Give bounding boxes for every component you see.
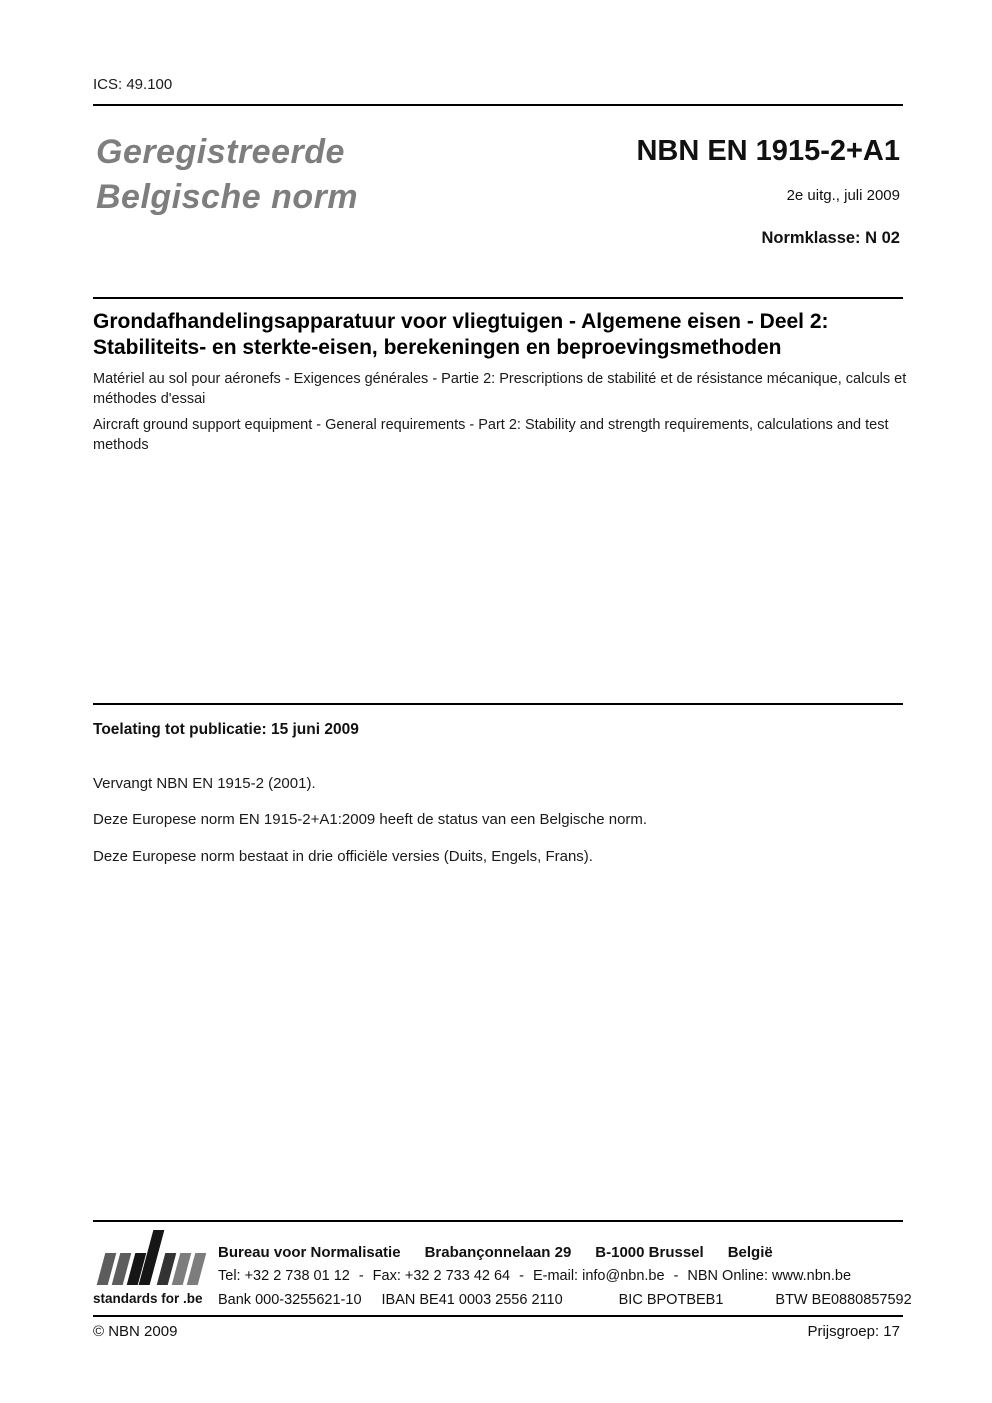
publication-approval: Toelating tot publicatie: 15 juni 2009 xyxy=(93,721,359,738)
separator-dash: - xyxy=(358,1268,364,1284)
footer-tel: Tel: +32 2 738 01 12 xyxy=(218,1268,350,1284)
replaces-note: Vervangt NBN EN 1915-2 (2001). xyxy=(93,775,316,792)
footer-address xyxy=(218,1244,773,1261)
doc-type-line2: Belgische norm xyxy=(96,178,359,216)
footer-bottom-divider xyxy=(93,1315,903,1317)
footer-fax: Fax: +32 2 733 42 64 xyxy=(372,1268,511,1284)
publication-divider xyxy=(93,703,903,705)
title-french: Matériel au sol pour aéronefs - Exigences générales - Partie 2: Prescriptions de stabilité et de résistance mécanique, calculs et méthodes d'essai xyxy=(93,371,907,407)
separator-dash: - xyxy=(673,1268,679,1284)
footer-btw: BTW BE0880857592 xyxy=(775,1292,912,1308)
nbn-logo-tagline: standards for .be xyxy=(93,1291,203,1306)
copyright-notice: © NBN 2009 xyxy=(93,1323,178,1340)
title-english: Aircraft ground support equipment - General requirements - Part 2: Stability and strength requirements, calculations and test methods xyxy=(93,417,889,453)
footer-website: NBN Online: www.nbn.be xyxy=(687,1268,852,1284)
footer-address-org: Bureau voor Normalisatie xyxy=(218,1244,401,1261)
footer-top-divider xyxy=(93,1220,903,1222)
header-divider xyxy=(93,104,903,106)
nbn-logo-icon xyxy=(101,1230,202,1285)
footer-bank xyxy=(218,1292,912,1308)
footer-address-city: B-1000 Brussel xyxy=(595,1244,704,1261)
versions-note: Deze Europese norm bestaat in drie officiële versies (Duits, Engels, Frans). xyxy=(93,848,593,865)
doc-type-line1: Geregistreerde xyxy=(96,133,345,171)
ics-code: ICS: 49.100 xyxy=(93,76,173,93)
footer-contact xyxy=(218,1268,851,1284)
footer-bic: BIC BPOTBEB1 xyxy=(618,1292,724,1308)
norm-class: Normklasse: N 02 xyxy=(761,229,900,247)
footer-address-street: Brabançonnelaan 29 xyxy=(424,1244,572,1261)
footer-email: E-mail: info@nbn.be xyxy=(532,1268,665,1284)
price-group: Prijsgroep: 17 xyxy=(807,1323,900,1340)
norm-code: NBN EN 1915-2+A1 xyxy=(636,135,900,167)
footer-iban: IBAN BE41 0003 2556 2110 xyxy=(381,1292,563,1308)
separator-dash: - xyxy=(519,1268,524,1284)
title-divider xyxy=(93,297,903,299)
footer-bank-account: Bank 000-3255621-10 xyxy=(218,1292,362,1308)
status-note: Deze Europese norm EN 1915-2+A1:2009 heeft de status van een Belgische norm. xyxy=(93,811,648,828)
edition-date: 2e uitg., juli 2009 xyxy=(786,187,900,204)
title-dutch: Grondafhandelingsapparatuur voor vliegtuigen - Algemene eisen - Deel 2: Stabiliteits- en sterkte-eisen, berekeningen en beproevingsmethoden xyxy=(93,310,829,359)
footer-address-country: België xyxy=(727,1244,773,1261)
